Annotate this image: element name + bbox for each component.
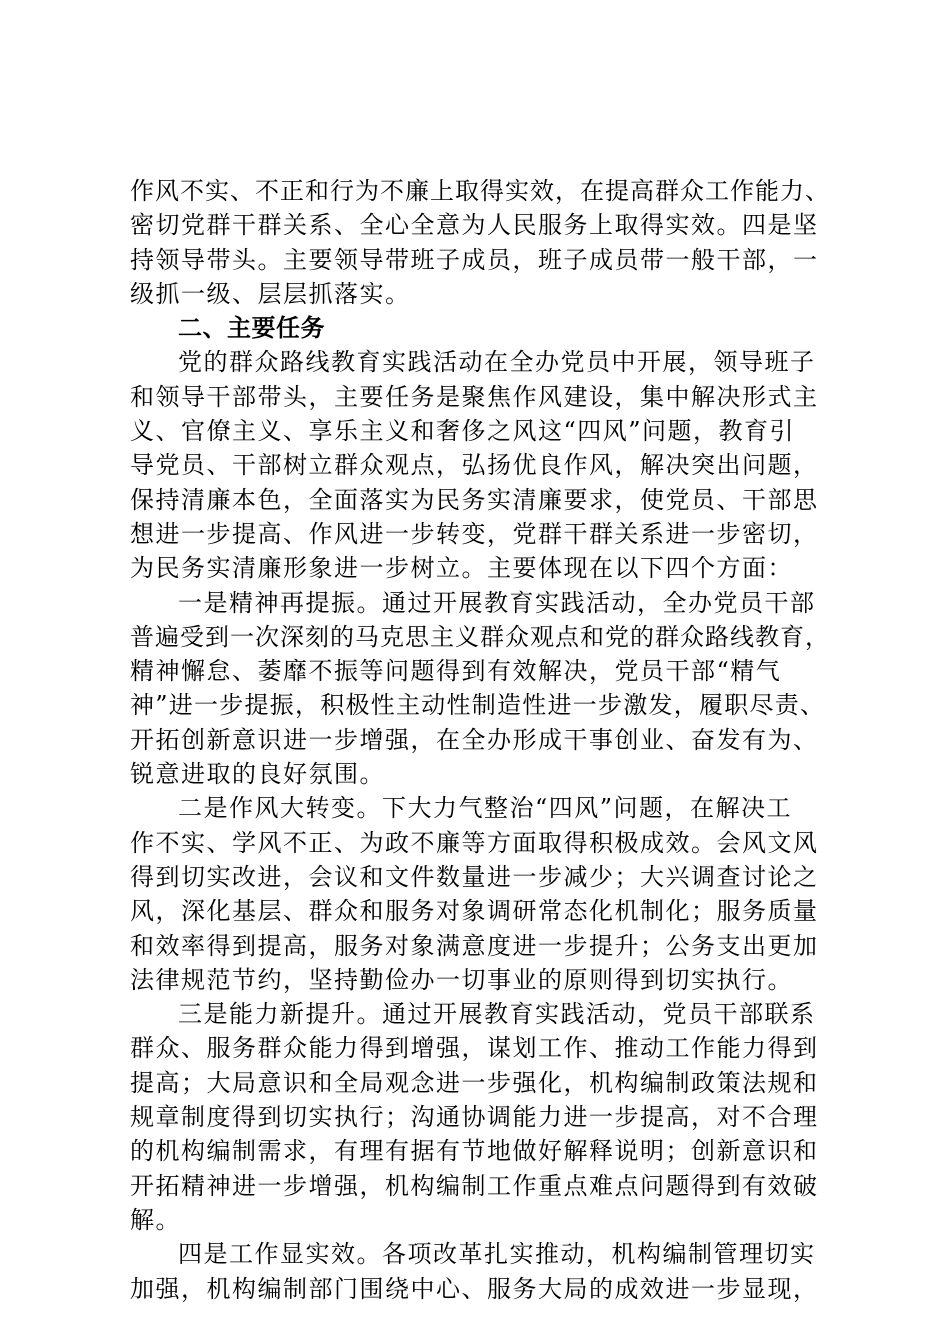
text-line: 作不实、学风不正、为政不廉等方面取得积极成效。会风文风 bbox=[130, 828, 819, 857]
text-line: 风，深化基层、群众和服务对象调研常态化机制化；服务质量 bbox=[130, 897, 819, 926]
text-line: 开拓精神进一步增强，机构编制工作重点难点问题得到有效破 bbox=[130, 1171, 819, 1200]
document-body bbox=[130, 174, 830, 1306]
text-line: 锐意进取的良好氛围。 bbox=[130, 760, 385, 789]
text-line: 级抓一级、层层抓落实。 bbox=[130, 279, 411, 308]
text-line: 义、官僚主义、享乐主义和奢侈之风这“四风”问题，教育引 bbox=[130, 417, 796, 446]
text-line: 提高；大局意识和全局观念进一步强化，机构编制政策法规和 bbox=[130, 1068, 819, 1097]
text-line: 精神懈怠、萎靡不振等问题得到有效解决，党员干部“精气 bbox=[130, 657, 782, 686]
text-line: 解。 bbox=[130, 1205, 181, 1234]
text-line: 规章制度得到切实执行；沟通协调能力进一步提高，对不合理 bbox=[130, 1103, 819, 1132]
text-line: 开拓创新意识进一步增强，在全办形成干事创业、奋发有为、 bbox=[130, 725, 819, 754]
text-line: 普遍受到一次深刻的马克思主义群众观点和党的群众路线教育， bbox=[130, 622, 830, 651]
text-line: 的机构编制需求，有理有据有节地做好解释说明；创新意识和 bbox=[130, 1137, 819, 1166]
paragraph-first-line: 一是精神再提振。通过开展教育实践活动，全办党员干部 bbox=[178, 588, 816, 617]
text-line: 神”进一步提振，积极性主动性制造性进一步激发，履职尽责、 bbox=[130, 691, 826, 720]
text-line: 和效率得到提高，服务对象满意度进一步提升；公务支出更加 bbox=[130, 931, 819, 960]
paragraph-first-line: 四是工作显实效。各项改革扎实推动，机构编制管理切实 bbox=[178, 1240, 816, 1269]
text-line: 得到切实改进，会议和文件数量进一步减少；大兴调查讨论之 bbox=[130, 862, 819, 891]
text-line: 群众、服务群众能力得到增强，谋划工作、推动工作能力得到 bbox=[130, 1034, 819, 1063]
text-line: 导党员、干部树立群众观点，弘扬优良作风，解决突出问题， bbox=[130, 451, 819, 480]
text-line: 作风不实、不正和行为不廉上取得实效，在提高群众工作能力、 bbox=[130, 177, 830, 205]
text-line: 和领导干部带头，主要任务是聚焦作风建设，集中解决形式主 bbox=[130, 382, 819, 411]
text-line: 加强，机构编制部门围绕中心、服务大局的成效进一步显现， bbox=[130, 1274, 819, 1303]
paragraph-first-line: 三是能力新提升。通过开展教育实践活动，党员干部联系 bbox=[178, 1000, 816, 1029]
text-line: 法律规范节约，坚持勤俭办一切事业的原则得到切实执行。 bbox=[130, 965, 793, 994]
text-line: 为民务实清廉形象进一步树立。主要体现在以下四个方面： bbox=[130, 554, 793, 583]
paragraph-first-line: 二是作风大转变。下大力气整治“四风”问题，在解决工 bbox=[178, 794, 793, 823]
text-line: 密切党群干群关系、全心全意为人民服务上取得实效。四是坚 bbox=[130, 211, 819, 240]
text-line: 想进一步提高、作风进一步转变，党群干群关系进一步密切， bbox=[130, 519, 819, 548]
text-line: 保持清廉本色，全面落实为民务实清廉要求，使党员、干部思 bbox=[130, 485, 819, 514]
section-heading: 二、主要任务 bbox=[178, 314, 325, 343]
text-line: 持领导带头。主要领导带班子成员，班子成员带一般干部，一 bbox=[130, 245, 819, 274]
paragraph-first-line: 党的群众路线教育实践活动在全办党员中开展，领导班子 bbox=[178, 348, 816, 377]
